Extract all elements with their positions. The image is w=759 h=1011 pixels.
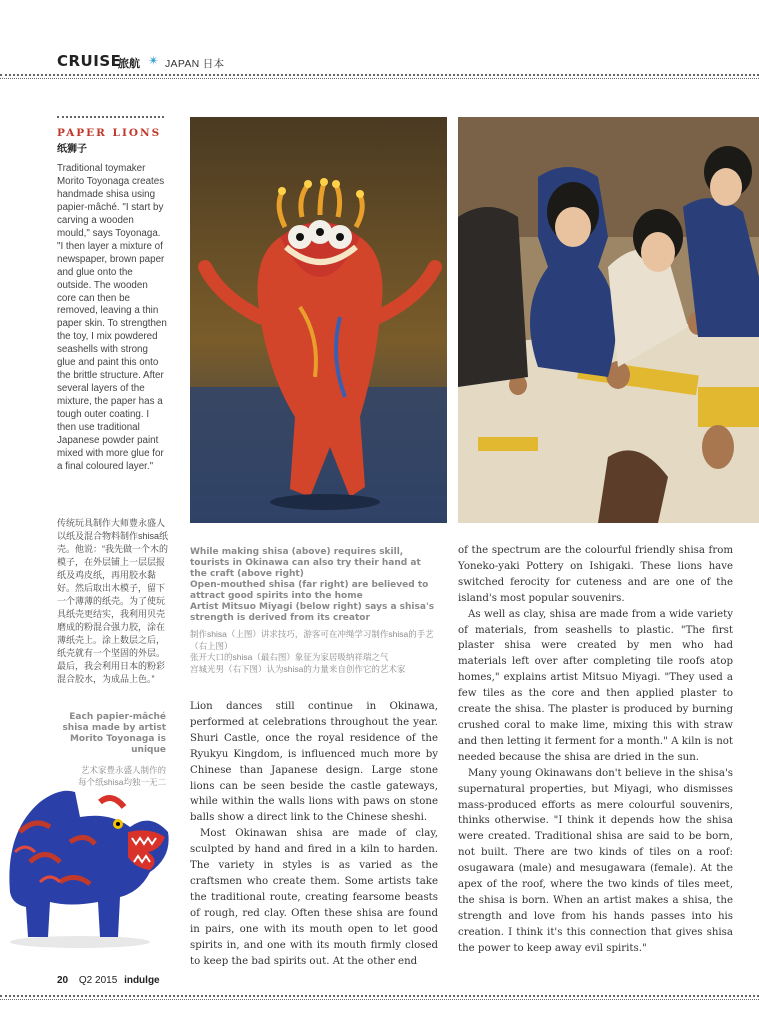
- photo-caption-zh-line: 宫城光男（右下图）认为shisa的力量来自创作它的艺术家: [190, 663, 406, 674]
- photo-caption-line: Artist Mitsuo Miyagi (below right) says a shisa's strength is derived from its creator: [190, 602, 435, 623]
- article-paragraph: Most Okinawan shisa are made of clay, sculpted by hand and fired in a kiln to harden. The variety in styles is as varied as the craftsmen who create them. Some artists take the traditional route, creating fearsome beasts of rough, red clay. Often these shisa are found in pairs, one with its mouth open to let good spirits in, and one with its mouth firmly closed to keep the bad spirits out. At the other end: [190, 828, 438, 967]
- toy-caption: Each papier-mâché shisa made by artist Morito Toyonaga is unique: [62, 712, 166, 755]
- blue-shisa-toy-image: [0, 772, 176, 952]
- sidebar-body: Traditional toymaker Morito Toyonaga creates handmade shisa using papier-mâché. "I start by carving a wooden mould," says Toyonaga. "I then layer a mixture of newspaper, brown paper and glue onto the outside. The wooden core can then be removed, leaving a thin paper skin. To strengthen the toy, I mix powdered seashells with strong glue and paint this onto the brittle structure. After several layers of the mixture, the paper has a tough outer coating. I then use traditional Japanese powder paint mixed with more glue for a final coloured layer.": [57, 163, 167, 472]
- article-paragraph: of the spectrum are the colourful friendly shisa from Yoneko-yaki Pottery on Ishigaki. These lions have switched ferocity for cuteness and are one of the island's most popular souvenirs.: [458, 545, 733, 604]
- sidebar-divider: [57, 116, 164, 118]
- issue-label: Q2 2015: [78, 975, 118, 986]
- toy-caption-zh: 艺术家豊永盛人制作的每个纸shisa均独一无二: [78, 765, 166, 787]
- footer-divider-thin: [0, 999, 759, 1000]
- photo-caption-zh-line: 张开大口的shisa（最右图）象征为家居吸纳祥瑞之气: [190, 652, 389, 662]
- article-column-1: [190, 699, 438, 969]
- workshop-photo: [458, 117, 759, 523]
- section-title: CRUISE: [57, 52, 122, 70]
- footer-divider: [0, 995, 759, 997]
- sidebar-title-zh: 纸狮子: [57, 144, 87, 155]
- header-divider-thin: [0, 78, 759, 79]
- brand-name: indulge: [124, 975, 160, 986]
- article-paragraph: Lion dances still continue in Okinawa, performed at celebrations throughout the year. Shuri Castle, once the royal residence of the Ryukyu Kingdom, is influenced much more by Chinese than Japanese design. Large stone lions can be seen beside the castle gateways, while within the walls lions with paws on stone balls show a direct link to the Chinese sheshi.: [190, 701, 438, 824]
- article-column-2: [458, 543, 733, 957]
- photo-caption: [190, 547, 440, 675]
- photo-caption-line: Open-mouthed shisa (far right) are believed to attract good spirits into the home: [190, 580, 429, 601]
- sidebar-body-zh: 传统玩具制作大师豊永盛人以纸及混合物料制作shisa纸壳。他说：“我先做一个木的模子，在外层铺上一层层报纸及鸡皮纸，再用胶水黏好。然后取出木模子，留下一个薄薄的纸壳。为了使玩具纸壳更结实，我利用贝壳磨成的粉混合强力胶，涂在薄纸壳上。涂上数层之后，纸壳就有一个坚固的外层。最后，我会利用日本的粉彩混合胶水，为成品上色。”: [57, 518, 169, 684]
- location-label: JAPAN 日本: [165, 58, 225, 70]
- footer: [57, 975, 160, 986]
- header-divider: [0, 74, 759, 76]
- article-paragraph: As well as clay, shisa are made from a wide variety of materials, from seashells to plastic. "The first plaster shisa were created by men who had materials left over after completing tile roofs atop homes," explains artist Mitsuo Miyagi. "They used a few tiles as the core and then applied plaster to create the shisa. The plaster is produced by burning crushed coral to make lime, mixing this with straw and then letting it ferment for a month." A kiln is not needed because the shisa are dried in the sun.: [458, 608, 733, 763]
- red-shisa-photo: [190, 117, 447, 523]
- section-title-zh: 旅航: [118, 58, 140, 70]
- page-number: 20: [57, 975, 69, 986]
- photo-caption-line: While making shisa (above) requires skill, tourists in Okinawa can also try their hand at the craft (above right): [190, 547, 421, 579]
- star-icon: ✴: [148, 53, 159, 68]
- sidebar-title: PAPER LIONS: [57, 127, 162, 139]
- article-paragraph: Many young Okinawans don't believe in the shisa's supernatural properties, but Miyagi, who dismisses mass-produced efforts as mere colourful souvenirs, thinks otherwise. "I think it depends how the shisa were created. Traditional shisa are said to be born, not built. There are two kinds of tiles on a roof: osugawara (male) and mesugawara (female). At the apex of the roof, where the two kinds of tiles meet, the shisa is born. When an artist makes a shisa, the strength and love from his hands passes into his creation. I think it's this connection that gives shisa the power to keep away evil spirits.": [458, 767, 733, 954]
- photo-caption-zh-line: 制作shisa（上图）讲求技巧，游客可在冲绳学习制作shisa的手艺（右上图）: [190, 629, 434, 651]
